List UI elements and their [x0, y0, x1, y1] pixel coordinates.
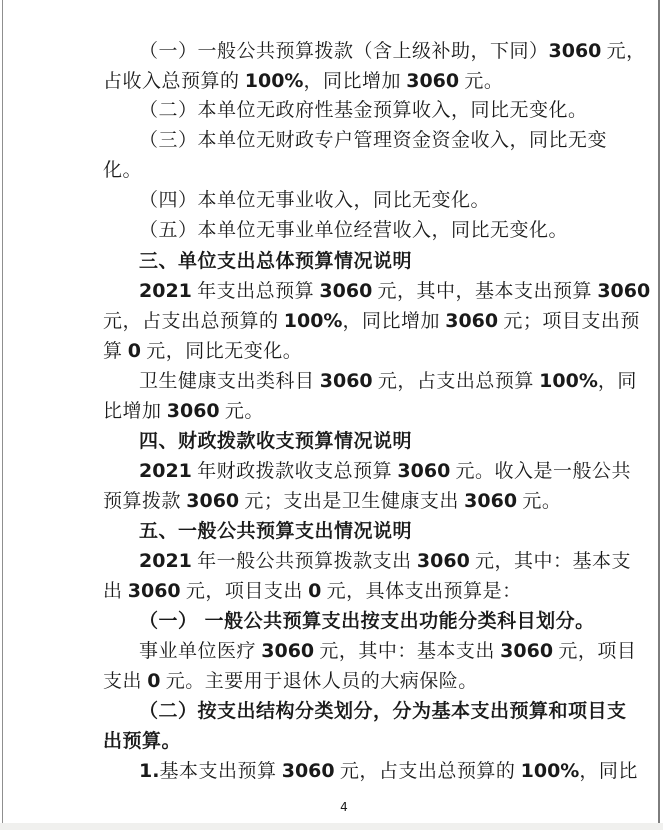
text-line: 2021 年财政拨款收支总预算 3060 元。收入是一般公共 [139, 460, 632, 482]
heading-line: 五、一般公共预算支出情况说明 [139, 520, 413, 542]
page-border-right [658, 0, 660, 823]
heading-line: （二）按支出结构分类划分，分为基本支出预算和项目支 [139, 700, 627, 722]
text-line: 化。 [103, 160, 143, 181]
text-line: （四）本单位无事业收入，同比无变化。 [139, 190, 491, 211]
document-body [103, 36, 651, 786]
text-line: 算 0 元，同比无变化。 [103, 340, 303, 362]
heading-line: 四、财政拨款收支预算情况说明 [139, 430, 413, 452]
text-line: 2021 年支出总预算 3060 元，其中，基本支出预算 3060 [139, 280, 651, 302]
text-line: 元，占支出总预算的 100%，同比增加 3060 元；项目支出预 [103, 310, 640, 332]
text-line: （一）一般公共预算拨款（含上级补助，下同）3060 元， [139, 40, 646, 62]
text-line: 出 3060 元，项目支出 0 元，具体支出预算是： [103, 580, 522, 602]
text-line: （三）本单位无财政专户管理资金资金收入，同比无变 [139, 130, 608, 151]
heading-line: 三、单位支出总体预算情况说明 [139, 250, 413, 272]
heading-line: 出预算。 [103, 730, 182, 752]
text-line: 2021 年一般公共预算拨款支出 3060 元，其中：基本支 [139, 550, 632, 572]
page-number: 4 [340, 800, 348, 814]
page-gap-strip [0, 823, 663, 830]
text-line: 占收入总预算的 100%，同比增加 3060 元。 [103, 70, 504, 92]
text-line: （二）本单位无政府性基金预算收入，同比无变化。 [139, 100, 588, 121]
text-line: 预算拨款 3060 元；支出是卫生健康支出 3060 元。 [103, 490, 562, 512]
text-line: 支出 0 元。主要用于退休人员的大病保险。 [103, 670, 478, 692]
text-line: 卫生健康支出类科目 3060 元，占支出总预算 100%，同 [139, 370, 637, 392]
heading-line: （一） 一般公共预算支出按支出功能分类科目划分。 [139, 610, 595, 632]
text-line: （五）本单位无事业单位经营收入，同比无变化。 [139, 220, 569, 241]
text-line: 事业单位医疗 3060 元，其中：基本支出 3060 元，项目 [139, 640, 637, 662]
text-line: 1.基本支出预算 3060 元，占支出总预算的 100%，同比 [139, 760, 638, 782]
text-line: 比增加 3060 元。 [103, 400, 264, 422]
page-border-left [2, 0, 3, 823]
